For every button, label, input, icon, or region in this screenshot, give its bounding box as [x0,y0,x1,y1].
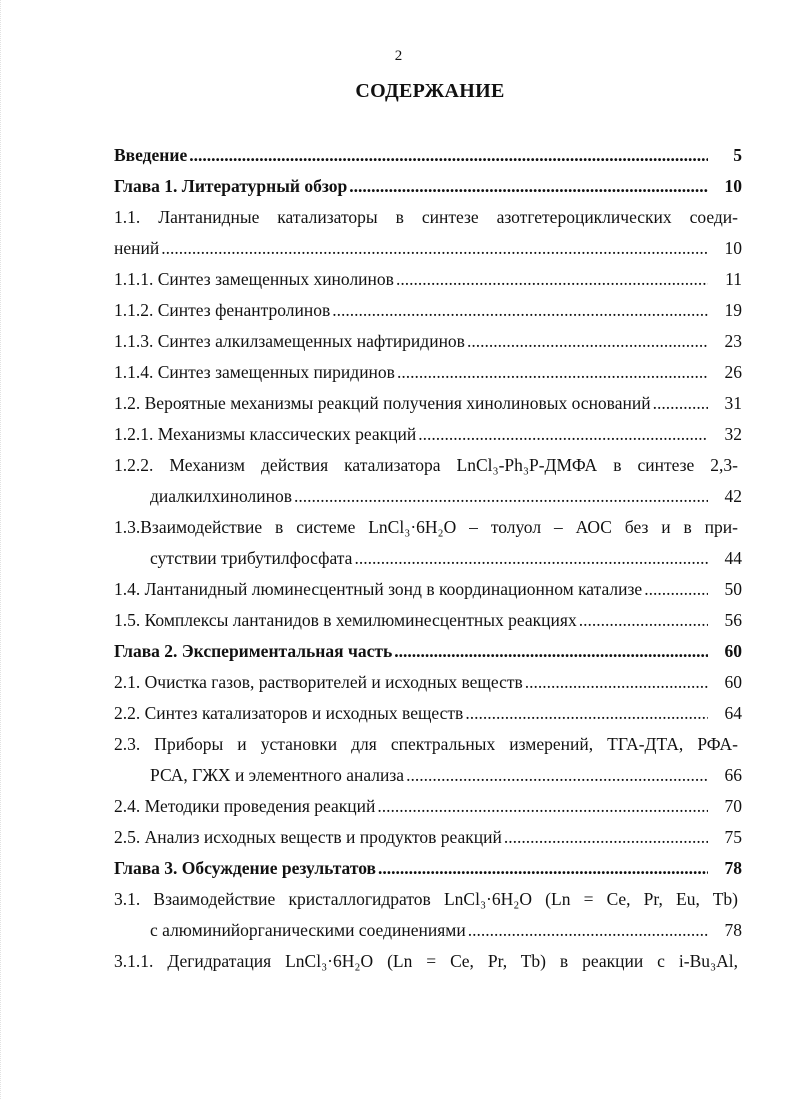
toc-page-number: 11 [725,269,742,289]
toc-page-number: 50 [724,579,742,599]
toc-page-number: 64 [724,703,742,723]
toc-entry [114,419,742,450]
toc-entry-text-line1: 3.1.1. Дегидратация LnCl₃·6H₂O (Ln = Ce, Pr, Tb) в реакции с i-Bu₃Al, [114,951,738,971]
toc-page-number: 23 [724,331,742,351]
toc-page-number: 32 [724,424,742,444]
toc-entry-text-line1: 1.2.2. Механизм действия катализатора LnCl₃-Ph₃P-ДМФА в синтезе 2,3- [114,455,738,475]
toc-page-number: 60 [724,672,742,692]
toc-entry [114,264,742,295]
toc-entry-text: 1.1.4. Синтез замещенных пиридинов [114,362,395,382]
toc-page-number: 10 [724,176,742,196]
toc-entry-text: 1.2. Вероятные механизмы реакций получения хинолиновых оснований [114,393,651,413]
toc-entry-text: 1.1.1. Синтез замещенных хинолинов [114,269,394,289]
dot-leader [465,698,708,729]
toc-entry-text: Глава 2. Экспериментальная часть [114,641,393,661]
page-title: СОДЕРЖАНИЕ [355,80,505,102]
toc-entry [114,481,742,512]
toc-entry-text-line1: 2.3. Приборы и установки для спектральных измерений, ТГА-ДТА, РФА- [114,734,738,754]
toc-entry [114,667,742,698]
toc-entry [114,605,742,636]
toc-entry [114,915,742,946]
toc-entry-text: 2.1. Очистка газов, растворителей и исходных веществ [114,672,523,692]
dot-leader [394,636,708,667]
toc-page-number: 5 [733,145,742,165]
dot-leader [418,419,708,450]
toc-page-number: 42 [724,486,742,506]
toc-entry-text: Глава 1. Литературный обзор [114,176,348,196]
dot-leader [468,915,708,946]
toc-entry-text-line2: сутствии трибутилфосфата [150,548,353,568]
dot-leader [406,760,708,791]
toc-entry [114,698,742,729]
toc-entry [114,357,742,388]
toc-page-number: 78 [724,858,742,878]
dot-leader [332,295,708,326]
dot-leader [467,326,708,357]
toc-page-number: 66 [724,765,742,785]
toc-entry-text-line1: 3.1. Взаимодействие кристаллогидратов LnCl₃·6H₂O (Ln = Ce, Pr, Eu, Tb) [114,889,738,909]
toc-entry-text: 2.2. Синтез катализаторов и исходных веществ [114,703,464,723]
toc-entry-text: 1.1.3. Синтез алкилзамещенных нафтиридинов [114,331,465,351]
toc-entry-text: Введение [114,145,188,165]
toc-page-number: 44 [724,548,742,568]
dot-leader [161,233,708,264]
dot-leader [378,853,708,884]
toc-entry [114,326,742,357]
toc-entry-text-line2: РСА, ГЖХ и элементного анализа [150,765,405,785]
toc-page-number: 56 [724,610,742,630]
toc-entry [114,171,742,202]
toc-entry [114,760,742,791]
toc-entry-text: Глава 3. Обсуждение результатов [114,858,376,878]
dot-leader [377,791,708,822]
toc-entry [114,543,742,574]
toc-entry [114,791,742,822]
dot-leader [189,140,708,171]
toc-page-number: 19 [724,300,742,320]
toc-entry-text-line1: 1.1. Лантанидные катализаторы в синтезе азотгетероциклических соеди- [114,207,738,227]
dot-leader [653,388,708,419]
toc-entry [114,388,742,419]
toc-page-number: 10 [724,238,742,258]
toc-entry-text: 1.2.1. Механизмы классических реакций [114,424,417,444]
toc-page-number: 26 [724,362,742,382]
toc-entry-text-line1: 1.3.Взаимодействие в системе LnCl₃·6H₂O – толуол – АОС без и в при- [114,517,738,537]
toc-page-number: 31 [724,393,742,413]
toc-entry [114,822,742,853]
toc-page-number: 70 [724,796,742,816]
dot-leader [644,574,708,605]
toc-entry [114,295,742,326]
toc-page-number: 75 [724,827,742,847]
toc-entry [114,853,742,884]
toc-entry-text-line2: диалкилхинолинов [150,486,292,506]
toc-entry-text: 1.1.2. Синтез фенантролинов [114,300,331,320]
page-number: 2 [394,48,403,64]
dot-leader [397,357,708,388]
toc-entry-text-line2: с алюминийорганическими соединениями [150,920,466,940]
toc-entry-text: 1.5. Комплексы лантанидов в хемилюминесцентных реакциях [114,610,577,630]
toc-entry [114,574,742,605]
dot-leader [349,171,708,202]
toc-entry-text-line2: нений [114,238,160,258]
dot-leader [504,822,708,853]
dot-leader [579,605,708,636]
toc-entry-text: 2.5. Анализ исходных веществ и продуктов реакций [114,827,502,847]
toc-entry-text: 1.4. Лантанидный люминесцентный зонд в координационном катализе [114,579,643,599]
dot-leader [354,543,708,574]
dot-leader [525,667,708,698]
toc-page-number: 78 [724,920,742,940]
dot-leader [294,481,708,512]
table-of-contents [114,140,742,977]
scan-margin-artifact [0,0,11,1099]
toc-entry [114,233,742,264]
toc-entry [114,140,742,171]
toc-entry [114,636,742,667]
toc-page-number: 60 [724,641,742,661]
toc-entry-text: 2.4. Методики проведения реакций [114,796,376,816]
dot-leader [396,264,708,295]
